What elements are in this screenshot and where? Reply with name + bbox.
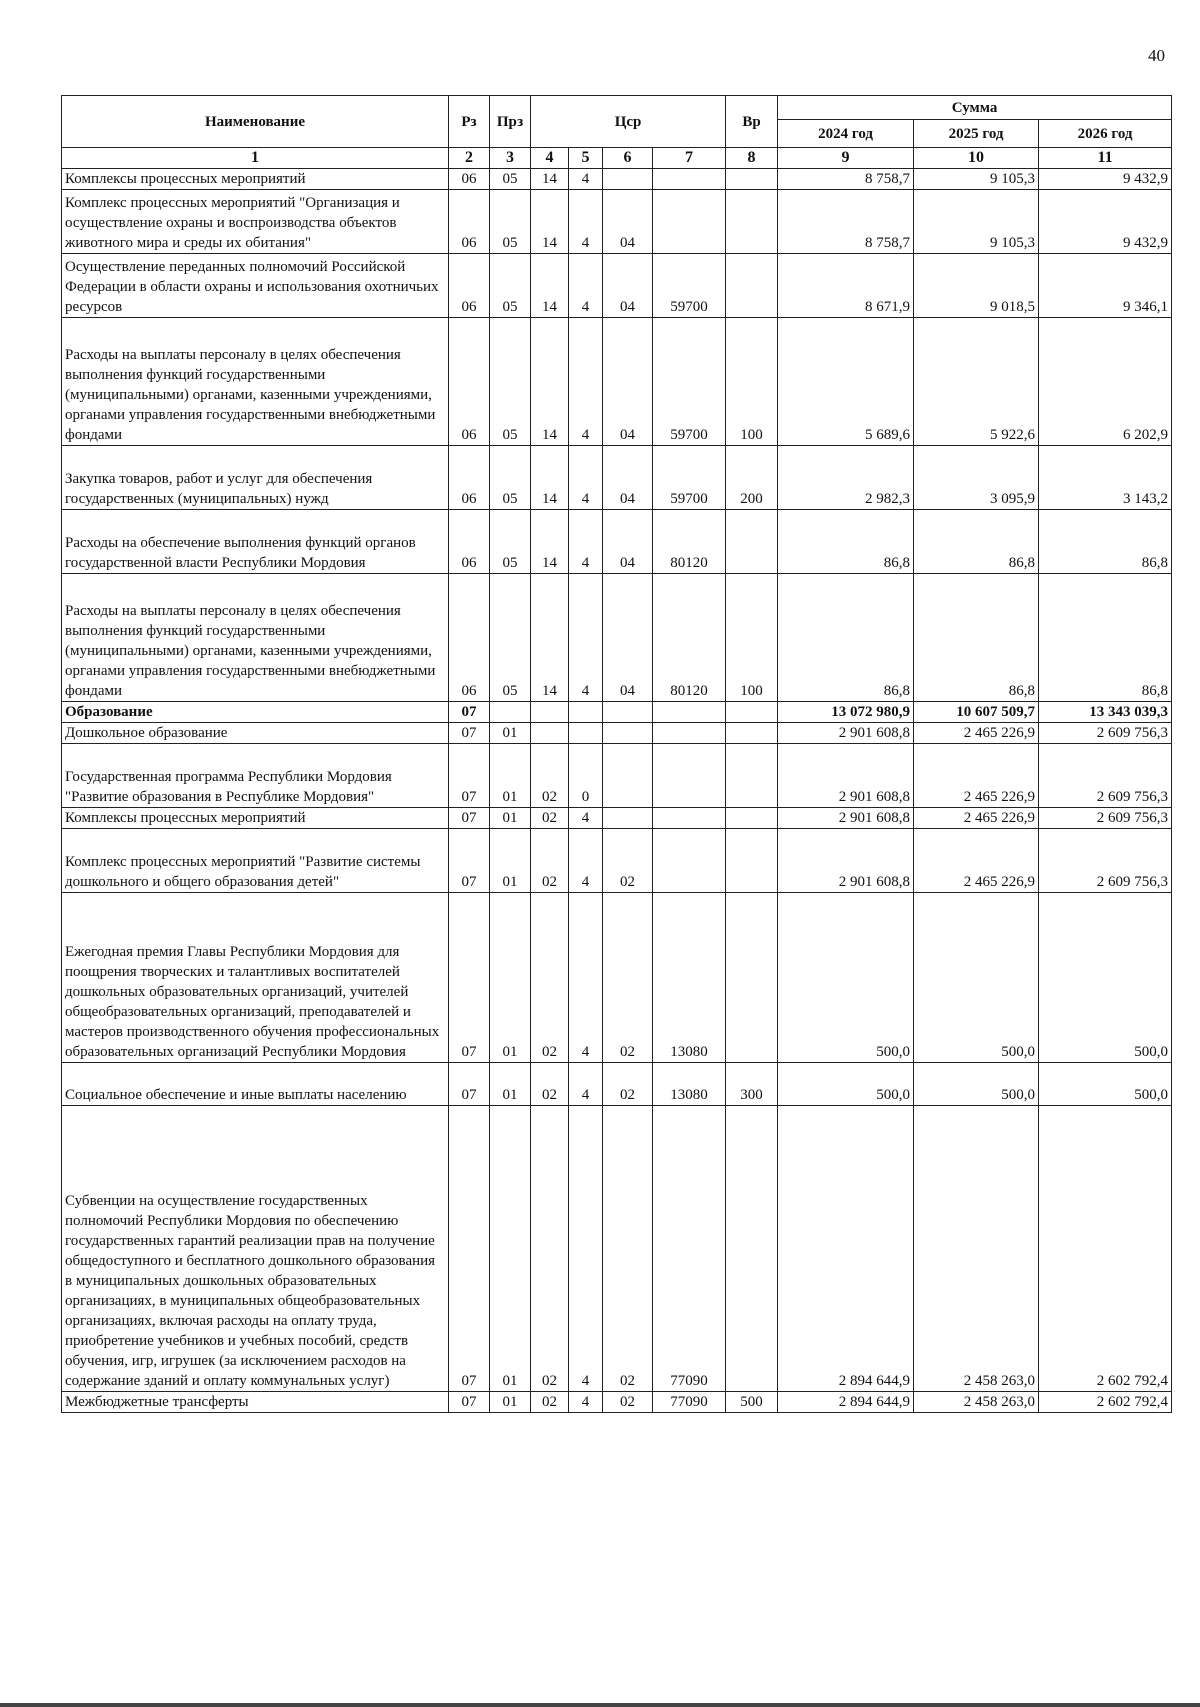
row-prz: 05 xyxy=(490,318,531,446)
row-name: Расходы на выплаты персоналу в целях обеспечения выполнения функций государственными (муниципальными) органами, казенными учреждениями, органами управления государственными внебюджетными фондами xyxy=(62,318,449,446)
row-tsr-complex xyxy=(603,744,653,808)
row-amount-2025: 2 465 226,9 xyxy=(914,744,1039,808)
row-tsr-type xyxy=(569,702,603,723)
row-prz: 01 xyxy=(490,1106,531,1392)
row-vr: 100 xyxy=(726,318,778,446)
row-tsr-type: 4 xyxy=(569,1063,603,1106)
page-number: 40 xyxy=(1148,46,1165,65)
row-tsr-direction xyxy=(653,829,726,893)
row-tsr-program: 02 xyxy=(531,829,569,893)
row-name: Межбюджетные трансферты xyxy=(62,1392,449,1413)
row-tsr-complex xyxy=(603,808,653,829)
row-amount-2024: 86,8 xyxy=(778,574,914,702)
row-amount-2024: 2 894 644,9 xyxy=(778,1106,914,1392)
row-vr xyxy=(726,723,778,744)
row-amount-2024: 5 689,6 xyxy=(778,318,914,446)
row-prz: 05 xyxy=(490,574,531,702)
row-prz: 01 xyxy=(490,744,531,808)
row-amount-2024: 2 982,3 xyxy=(778,446,914,510)
row-amount-2024: 2 901 608,8 xyxy=(778,829,914,893)
row-rz: 07 xyxy=(449,1392,490,1413)
column-number: 4 xyxy=(531,148,569,169)
row-vr xyxy=(726,702,778,723)
header-summa: Сумма xyxy=(778,96,1172,120)
row-amount-2024: 86,8 xyxy=(778,510,914,574)
row-amount-2025: 2 465 226,9 xyxy=(914,723,1039,744)
row-rz: 06 xyxy=(449,446,490,510)
row-amount-2026: 3 143,2 xyxy=(1039,446,1172,510)
column-number: 1 xyxy=(62,148,449,169)
row-rz: 06 xyxy=(449,254,490,318)
row-tsr-program: 14 xyxy=(531,254,569,318)
row-amount-2026: 500,0 xyxy=(1039,1063,1172,1106)
row-prz: 05 xyxy=(490,169,531,190)
row-amount-2025: 9 105,3 xyxy=(914,190,1039,254)
row-name: Дошкольное образование xyxy=(62,723,449,744)
row-prz xyxy=(490,702,531,723)
row-tsr-type: 4 xyxy=(569,1392,603,1413)
row-tsr-program xyxy=(531,702,569,723)
row-name: Субвенции на осуществление государственных полномочий Республики Мордовия по обеспечению государственных гарантий реализации прав на получение общедоступного и бесплатного дошкольного образования в муниципальных дошкольных образовательных организациях, в муниципальных общеобразовательных организациях, включая расходы на оплату труда, приобретение учебников и учебных пособий, средств обучения, игр, игрушек (за исключением расходов на содержание зданий и оплату коммунальных услуг) xyxy=(62,1106,449,1392)
row-vr xyxy=(726,829,778,893)
table-row xyxy=(62,446,1172,510)
row-amount-2024: 8 671,9 xyxy=(778,254,914,318)
row-tsr-type: 4 xyxy=(569,808,603,829)
row-tsr-complex: 04 xyxy=(603,318,653,446)
row-prz: 01 xyxy=(490,1063,531,1106)
row-amount-2026: 9 346,1 xyxy=(1039,254,1172,318)
row-tsr-complex: 02 xyxy=(603,1106,653,1392)
table-row xyxy=(62,574,1172,702)
row-amount-2024: 2 901 608,8 xyxy=(778,808,914,829)
row-amount-2026: 2 609 756,3 xyxy=(1039,808,1172,829)
row-tsr-type: 0 xyxy=(569,744,603,808)
row-name: Комплексы процессных мероприятий xyxy=(62,808,449,829)
row-vr xyxy=(726,893,778,1063)
row-prz: 01 xyxy=(490,829,531,893)
row-name: Комплекс процессных мероприятий "Организация и осуществление охраны и воспроизводства объектов животного мира и среды их обитания" xyxy=(62,190,449,254)
row-tsr-complex xyxy=(603,702,653,723)
table-row xyxy=(62,169,1172,190)
header-rz: Рз xyxy=(449,96,490,148)
row-tsr-program: 02 xyxy=(531,893,569,1063)
row-name: Образование xyxy=(62,702,449,723)
row-amount-2026: 13 343 039,3 xyxy=(1039,702,1172,723)
row-tsr-type: 4 xyxy=(569,318,603,446)
row-tsr-direction: 59700 xyxy=(653,254,726,318)
row-tsr-type xyxy=(569,723,603,744)
row-tsr-direction: 80120 xyxy=(653,574,726,702)
row-vr: 500 xyxy=(726,1392,778,1413)
column-number: 2 xyxy=(449,148,490,169)
row-tsr-type: 4 xyxy=(569,446,603,510)
column-number: 6 xyxy=(603,148,653,169)
header-vr: Вр xyxy=(726,96,778,148)
row-amount-2024: 13 072 980,9 xyxy=(778,702,914,723)
row-amount-2026: 2 609 756,3 xyxy=(1039,829,1172,893)
row-amount-2026: 6 202,9 xyxy=(1039,318,1172,446)
column-number-row xyxy=(62,148,1172,169)
row-amount-2025: 9 018,5 xyxy=(914,254,1039,318)
row-tsr-direction: 59700 xyxy=(653,446,726,510)
row-amount-2025: 86,8 xyxy=(914,510,1039,574)
column-number: 5 xyxy=(569,148,603,169)
row-rz: 06 xyxy=(449,574,490,702)
row-tsr-direction xyxy=(653,744,726,808)
header-tsr: Цср xyxy=(531,96,726,148)
row-rz: 07 xyxy=(449,1106,490,1392)
row-rz: 06 xyxy=(449,510,490,574)
row-tsr-complex: 04 xyxy=(603,254,653,318)
row-amount-2026: 2 609 756,3 xyxy=(1039,723,1172,744)
table-row xyxy=(62,702,1172,723)
row-tsr-type: 4 xyxy=(569,1106,603,1392)
row-amount-2024: 2 901 608,8 xyxy=(778,744,914,808)
header-year-2026: 2026 год xyxy=(1039,120,1172,148)
row-name: Комплекс процессных мероприятий "Развитие системы дошкольного и общего образования детей" xyxy=(62,829,449,893)
row-vr xyxy=(726,1106,778,1392)
row-name: Закупка товаров, работ и услуг для обеспечения государственных (муниципальных) нужд xyxy=(62,446,449,510)
row-name: Расходы на обеспечение выполнения функций органов государственной власти Республики Мордовия xyxy=(62,510,449,574)
row-amount-2026: 2 602 792,4 xyxy=(1039,1106,1172,1392)
table-row xyxy=(62,744,1172,808)
row-tsr-complex: 04 xyxy=(603,190,653,254)
row-tsr-type: 4 xyxy=(569,574,603,702)
row-tsr-direction: 77090 xyxy=(653,1106,726,1392)
row-prz: 01 xyxy=(490,723,531,744)
row-name: Комплексы процессных мероприятий xyxy=(62,169,449,190)
row-tsr-type: 4 xyxy=(569,190,603,254)
row-amount-2024: 8 758,7 xyxy=(778,169,914,190)
row-tsr-program xyxy=(531,723,569,744)
row-tsr-program: 02 xyxy=(531,1063,569,1106)
row-rz: 07 xyxy=(449,893,490,1063)
row-tsr-complex: 02 xyxy=(603,893,653,1063)
row-rz: 07 xyxy=(449,723,490,744)
row-prz: 05 xyxy=(490,446,531,510)
row-prz: 05 xyxy=(490,190,531,254)
row-name: Ежегодная премия Главы Республики Мордовия для поощрения творческих и талантливых воспитателей дошкольных образовательных организаций, учителей общеобразовательных организаций, преподавателей и мастеров производственного обучения профессиональных образовательных организаций Республики Мордовия xyxy=(62,893,449,1063)
row-prz: 01 xyxy=(490,893,531,1063)
row-tsr-direction xyxy=(653,723,726,744)
row-tsr-complex: 04 xyxy=(603,574,653,702)
row-rz: 06 xyxy=(449,169,490,190)
row-amount-2025: 2 465 226,9 xyxy=(914,829,1039,893)
row-tsr-direction xyxy=(653,702,726,723)
table-row xyxy=(62,1392,1172,1413)
row-tsr-direction xyxy=(653,169,726,190)
row-tsr-program: 14 xyxy=(531,169,569,190)
row-tsr-direction: 77090 xyxy=(653,1392,726,1413)
row-tsr-complex: 02 xyxy=(603,829,653,893)
column-number: 3 xyxy=(490,148,531,169)
row-amount-2026: 2 602 792,4 xyxy=(1039,1392,1172,1413)
column-number: 7 xyxy=(653,148,726,169)
row-tsr-complex: 02 xyxy=(603,1063,653,1106)
row-tsr-complex xyxy=(603,723,653,744)
row-vr xyxy=(726,254,778,318)
column-number: 10 xyxy=(914,148,1039,169)
row-amount-2025: 9 105,3 xyxy=(914,169,1039,190)
row-tsr-program: 02 xyxy=(531,744,569,808)
row-tsr-complex: 02 xyxy=(603,1392,653,1413)
row-name: Расходы на выплаты персоналу в целях обеспечения выполнения функций государственными (муниципальными) органами, казенными учреждениями, органами управления государственными внебюджетными фондами xyxy=(62,574,449,702)
row-tsr-program: 02 xyxy=(531,1106,569,1392)
row-vr xyxy=(726,190,778,254)
row-amount-2026: 9 432,9 xyxy=(1039,169,1172,190)
row-rz: 06 xyxy=(449,318,490,446)
row-amount-2024: 2 894 644,9 xyxy=(778,1392,914,1413)
row-amount-2025: 500,0 xyxy=(914,1063,1039,1106)
row-amount-2025: 2 465 226,9 xyxy=(914,808,1039,829)
table-row xyxy=(62,510,1172,574)
header-prz: Прз xyxy=(490,96,531,148)
row-amount-2026: 2 609 756,3 xyxy=(1039,744,1172,808)
budget-table xyxy=(61,95,1172,1413)
row-vr: 200 xyxy=(726,446,778,510)
row-tsr-type: 4 xyxy=(569,169,603,190)
row-prz: 05 xyxy=(490,510,531,574)
row-tsr-type: 4 xyxy=(569,254,603,318)
row-amount-2025: 10 607 509,7 xyxy=(914,702,1039,723)
row-tsr-direction xyxy=(653,808,726,829)
row-vr xyxy=(726,510,778,574)
row-tsr-program: 02 xyxy=(531,1392,569,1413)
row-tsr-program: 14 xyxy=(531,318,569,446)
header-year-2024: 2024 год xyxy=(778,120,914,148)
row-vr xyxy=(726,808,778,829)
row-tsr-type: 4 xyxy=(569,829,603,893)
row-tsr-complex xyxy=(603,169,653,190)
table-row xyxy=(62,829,1172,893)
row-amount-2025: 3 095,9 xyxy=(914,446,1039,510)
row-amount-2024: 2 901 608,8 xyxy=(778,723,914,744)
row-prz: 05 xyxy=(490,254,531,318)
row-name: Осуществление переданных полномочий Российской Федерации в области охраны и использования охотничьих ресурсов xyxy=(62,254,449,318)
row-vr xyxy=(726,169,778,190)
row-tsr-complex: 04 xyxy=(603,510,653,574)
row-tsr-complex: 04 xyxy=(603,446,653,510)
row-rz: 06 xyxy=(449,190,490,254)
table-row xyxy=(62,254,1172,318)
row-amount-2025: 500,0 xyxy=(914,893,1039,1063)
table-row xyxy=(62,1063,1172,1106)
row-vr: 300 xyxy=(726,1063,778,1106)
table-row xyxy=(62,190,1172,254)
row-name: Государственная программа Республики Мордовия "Развитие образования в Республике Мордовия" xyxy=(62,744,449,808)
scan-border xyxy=(0,1703,1200,1707)
column-number: 9 xyxy=(778,148,914,169)
row-tsr-direction: 13080 xyxy=(653,893,726,1063)
row-amount-2026: 86,8 xyxy=(1039,510,1172,574)
table-row xyxy=(62,808,1172,829)
row-vr: 100 xyxy=(726,574,778,702)
row-tsr-program: 02 xyxy=(531,808,569,829)
row-tsr-type: 4 xyxy=(569,893,603,1063)
row-rz: 07 xyxy=(449,744,490,808)
row-amount-2026: 500,0 xyxy=(1039,893,1172,1063)
header-name: Наименование xyxy=(62,96,449,148)
row-rz: 07 xyxy=(449,1063,490,1106)
row-rz: 07 xyxy=(449,829,490,893)
row-vr xyxy=(726,744,778,808)
header-year-2025: 2025 год xyxy=(914,120,1039,148)
row-amount-2024: 500,0 xyxy=(778,893,914,1063)
column-number: 8 xyxy=(726,148,778,169)
table-row xyxy=(62,1106,1172,1392)
row-amount-2025: 2 458 263,0 xyxy=(914,1392,1039,1413)
row-prz: 01 xyxy=(490,1392,531,1413)
row-tsr-program: 14 xyxy=(531,510,569,574)
table-row xyxy=(62,318,1172,446)
table-row xyxy=(62,723,1172,744)
row-amount-2026: 9 432,9 xyxy=(1039,190,1172,254)
row-rz: 07 xyxy=(449,702,490,723)
row-prz: 01 xyxy=(490,808,531,829)
row-tsr-program: 14 xyxy=(531,190,569,254)
row-amount-2025: 2 458 263,0 xyxy=(914,1106,1039,1392)
row-tsr-program: 14 xyxy=(531,574,569,702)
row-amount-2024: 8 758,7 xyxy=(778,190,914,254)
table-body xyxy=(62,148,1172,1413)
row-name: Социальное обеспечение и иные выплаты населению xyxy=(62,1063,449,1106)
row-tsr-direction: 59700 xyxy=(653,318,726,446)
row-tsr-direction xyxy=(653,190,726,254)
row-rz: 07 xyxy=(449,808,490,829)
row-amount-2024: 500,0 xyxy=(778,1063,914,1106)
row-tsr-direction: 13080 xyxy=(653,1063,726,1106)
row-amount-2025: 5 922,6 xyxy=(914,318,1039,446)
row-amount-2026: 86,8 xyxy=(1039,574,1172,702)
row-tsr-program: 14 xyxy=(531,446,569,510)
row-tsr-type: 4 xyxy=(569,510,603,574)
table-row xyxy=(62,893,1172,1063)
column-number: 11 xyxy=(1039,148,1172,169)
row-amount-2025: 86,8 xyxy=(914,574,1039,702)
row-tsr-direction: 80120 xyxy=(653,510,726,574)
